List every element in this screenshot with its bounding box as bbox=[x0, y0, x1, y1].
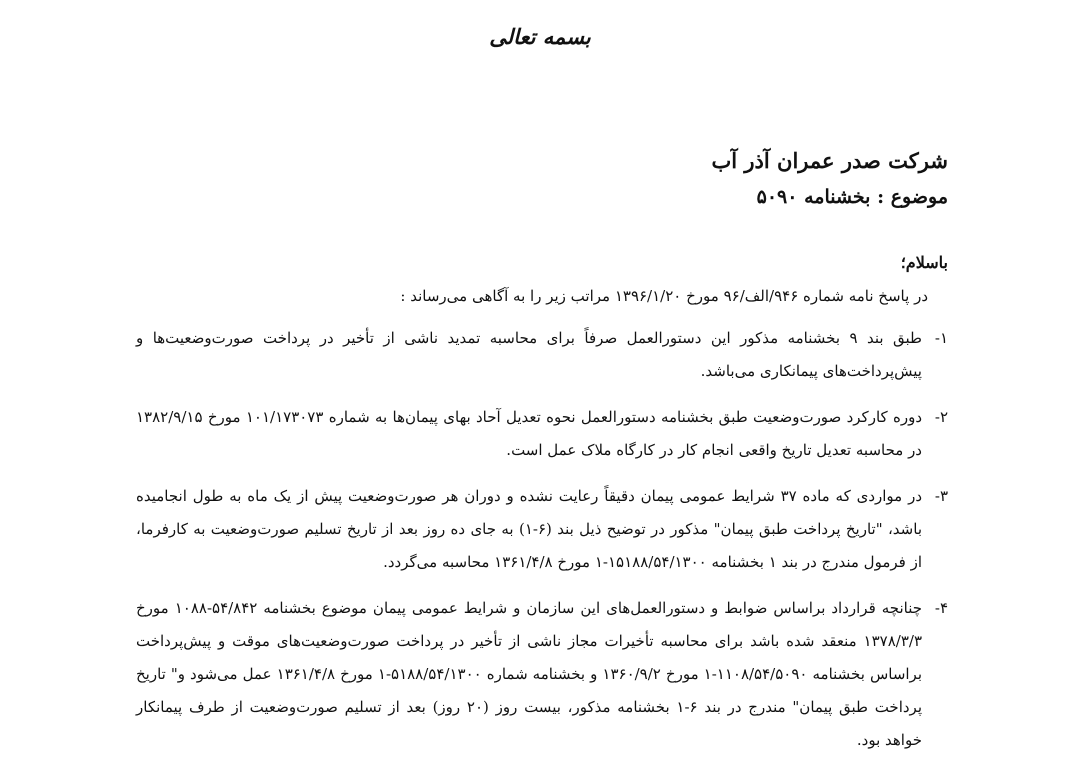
item-text: در مواردی که ماده ۳۷ شرایط عمومی پیمان دقیقاً رعایت نشده و دوران هر صورت‌وضعیت پیش از یک ماه به طول انجامیده باشد، "تاریخ پرداخت طبق پیمان" مذکور در توضیح ذیل بند (۶-۱) به جای ده روز بعد از تاریخ تسلیم صورت‌وضعیت به کارفرما، از فرمول مندرج در بند ۱ بخشنامه ۱۵۱۸۸/۵۴/۱۳۰۰-۱ مورخ ۱۳۶۱/۴/۸ محاسبه می‌گردد. bbox=[136, 487, 923, 571]
subject-line: موضوع : بخشنامه ۵۰۹۰ bbox=[756, 186, 948, 208]
recipient-line: شرکت صدر عمران آذر آب bbox=[711, 148, 948, 173]
item-text: دوره کارکرد صورت‌وضعیت طبق بخشنامه دستورالعمل نحوه تعدیل آحاد بهای پیمان‌ها به شماره ۱۰۱/۱۷۳۰۷۳ مورخ ۱۳۸۲/۹/۱۵ در محاسبه تعدیل تاریخ واقعی انجام کار در کارگاه ملاک عمل است. bbox=[136, 408, 922, 459]
item-number: ۲- bbox=[934, 408, 948, 426]
list-item bbox=[136, 322, 948, 388]
item-text: چنانچه قرارداد براساس ضوابط و دستورالعمل‌های این سازمان و شرایط عمومی پیمان موضوع بخشنامه ۵۴/۸۴۲-۱۰۸۸ مورخ ۱۳۷۸/۳/۳ منعقد شده باشد برای محاسبه تأخیرات مجاز ناشی از تأخیر در پرداخت صورت‌وضعیت‌های موقت و پیش‌پرداخت براساس بخشنامه ۱۱۰۸/۵۴/۵۰۹۰-۱ مورخ ۱۳۶۰/۹/۲ و بخشنامه شماره ۵۱۸۸/۵۴/۱۳۰۰-۱ مورخ ۱۳۶۱/۴/۸ عمل می‌شود و" تاریخ پرداخت طبق پیمان" مندرج در بند ۶-۱ بخشنامه مذکور، بیست روز (۲۰ روز) بعد از تسلیم صورت‌وضعیت از طرف پیمانکار خواهد بود. bbox=[136, 599, 923, 749]
item-number: ۴- bbox=[934, 599, 948, 617]
item-number: ۱- bbox=[934, 329, 948, 347]
item-number: ۳- bbox=[934, 487, 948, 505]
list-item bbox=[136, 592, 948, 757]
greeting: باسلام؛ bbox=[900, 253, 948, 272]
intro-paragraph: در پاسخ نامه شماره ۹۴۶/الف/۹۶ مورخ ۱۳۹۶/۱/۲۰ مراتب زیر را به آگاهی می‌رساند : bbox=[400, 287, 928, 305]
numbered-items bbox=[136, 322, 948, 770]
item-text: طبق بند ۹ بخشنامه مذکور این دستورالعمل صرفاً برای محاسبه تمدید ناشی از تأخیر در پرداخت صورت‌وضعیت‌ها و پیش‌پرداخت‌های پیمانکاری می‌باشد. bbox=[136, 329, 922, 380]
list-item bbox=[136, 401, 948, 467]
list-item bbox=[136, 480, 948, 579]
basmala-header: بسمه تعالی bbox=[489, 24, 591, 49]
